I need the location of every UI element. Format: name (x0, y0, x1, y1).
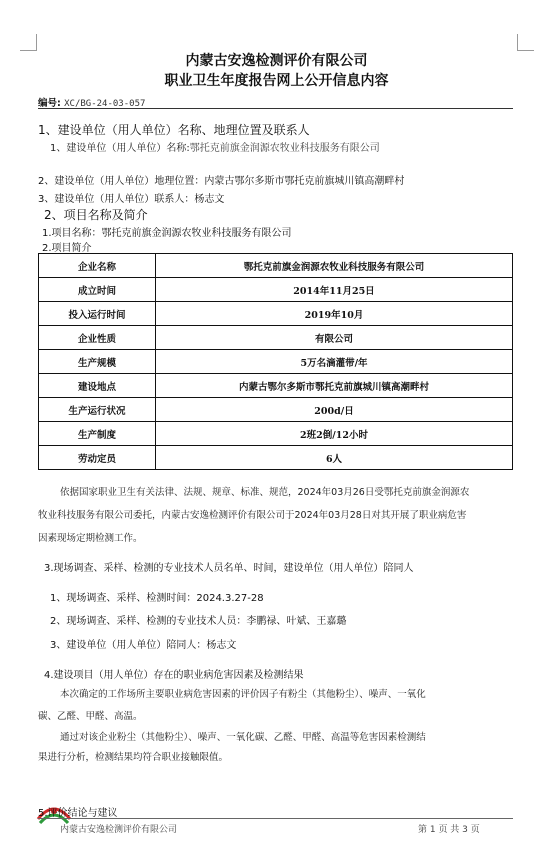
table-key: 企业名称 (39, 254, 156, 278)
table-value: 有限公司 (156, 326, 513, 350)
report-title: 职业卫生年度报告网上公开信息内容 (164, 73, 389, 89)
unit-name-label: 1、建设单位（用人单位）名称: (50, 143, 190, 154)
section1-name-line (50, 139, 380, 154)
table-value: 5万名滴灌带/年 (156, 350, 513, 374)
section3-item-companion: 3、建设单位（用人单位）陪同人：杨志文 (50, 640, 237, 651)
serial-number (38, 95, 145, 109)
section4-heading: 4.建设项目（用人单位）存在的职业病危害因素及检测结果 (44, 670, 304, 681)
footer-rule (38, 818, 513, 819)
serial-value: XC/BG-24-03-057 (64, 99, 146, 109)
table-value: 鄂托克前旗金润源农牧业科技服务有限公司 (156, 254, 513, 278)
results-line-1: 通过对该企业粉尘（其他粉尘）、噪声、一氧化碳、乙醛、甲醛、高温等危害因素检测结 (60, 732, 426, 743)
crop-mark-top-right (517, 34, 534, 51)
project-info-table (38, 253, 513, 470)
table-row (39, 326, 513, 350)
project-name: 1.项目名称：鄂托克前旗金润源农牧业科技服务有限公司 (42, 228, 292, 239)
basis-line-2: 牧业科技服务有限公司委托，内蒙古安逸检测评价有限公司于2024年03月28日对其开展了职业病危害 (38, 510, 467, 521)
table-key: 劳动定员 (39, 446, 156, 470)
section1-contact: 3、建设单位（用人单位）联系人：杨志文 (38, 194, 225, 205)
table-value: 200d/日 (156, 398, 513, 422)
section3-item-staff: 2、现场调查、采样、检测的专业技术人员：李鹏禄、叶斌、王嘉璐 (50, 616, 347, 627)
factors-line-2: 碳、乙醛、甲醛、高温。 (38, 711, 143, 722)
section1-location: 2、建设单位（用人单位）地理位置：内蒙古鄂尔多斯市鄂托克前旗城川镇高潮畔村 (38, 176, 405, 187)
table-value: 内蒙古鄂尔多斯市鄂托克前旗城川镇高潮畔村 (156, 374, 513, 398)
table-key: 企业性质 (39, 326, 156, 350)
section5-heading: 5.评价结论与建议 (38, 808, 118, 819)
section3-heading: 3.现场调查、采样、检测的专业技术人员名单、时间，建设单位（用人单位）陪同人 (44, 563, 414, 574)
table-value: 6人 (156, 446, 513, 470)
serial-label: 编号: (38, 98, 61, 109)
basis-line-3: 因素现场定期检测工作。 (38, 533, 143, 544)
table-row (39, 422, 513, 446)
table-row (39, 446, 513, 470)
table-key: 生产运行状况 (39, 398, 156, 422)
table-row (39, 350, 513, 374)
footer-company: 内蒙古安逸检测评价有限公司 (60, 825, 178, 835)
header-rule (38, 108, 513, 109)
table-row (39, 278, 513, 302)
unit-name-value: 鄂托克前旗金润源农牧业科技服务有限公司 (189, 143, 380, 154)
footer-page-number: 第 1 页 共 3 页 (418, 825, 480, 835)
table-key: 生产规模 (39, 350, 156, 374)
basis-line-1: 依据国家职业卫生有关法律、法规、规章、标准、规范，2024年03月26日受鄂托克前旗金润源农 (60, 487, 470, 498)
table-row (39, 302, 513, 326)
table-key: 生产制度 (39, 422, 156, 446)
crop-mark-top-left (20, 34, 37, 51)
basis-paragraph (38, 481, 516, 550)
section3-item-time: 1、现场调查、采样、检测时间：2024.3.27-28 (50, 593, 264, 604)
factors-paragraph (38, 684, 516, 728)
section1-heading: 1、建设单位（用人单位）名称、地理位置及联系人 (38, 123, 310, 137)
table-row (39, 374, 513, 398)
table-row (39, 398, 513, 422)
section2-heading: 2、项目名称及简介 (44, 208, 148, 222)
results-paragraph (38, 728, 516, 768)
table-value: 2019年10月 (156, 302, 513, 326)
table-value: 2班2倒/12小时 (156, 422, 513, 446)
table-key: 建设地点 (39, 374, 156, 398)
table-key: 投入运行时间 (39, 302, 156, 326)
table-row (39, 254, 513, 278)
factors-line-1: 本次确定的工作场所主要职业病危害因素的评价因子有粉尘（其他粉尘）、噪声、一氧化 (60, 689, 426, 700)
table-value: 2014年11月25日 (156, 278, 513, 302)
project-intro-label: 2.项目简介 (42, 243, 92, 254)
table-key: 成立时间 (39, 278, 156, 302)
company-title: 内蒙古安逸检测评价有限公司 (185, 53, 368, 69)
results-line-2: 果进行分析，检测结果均符合职业接触限值。 (38, 752, 229, 763)
